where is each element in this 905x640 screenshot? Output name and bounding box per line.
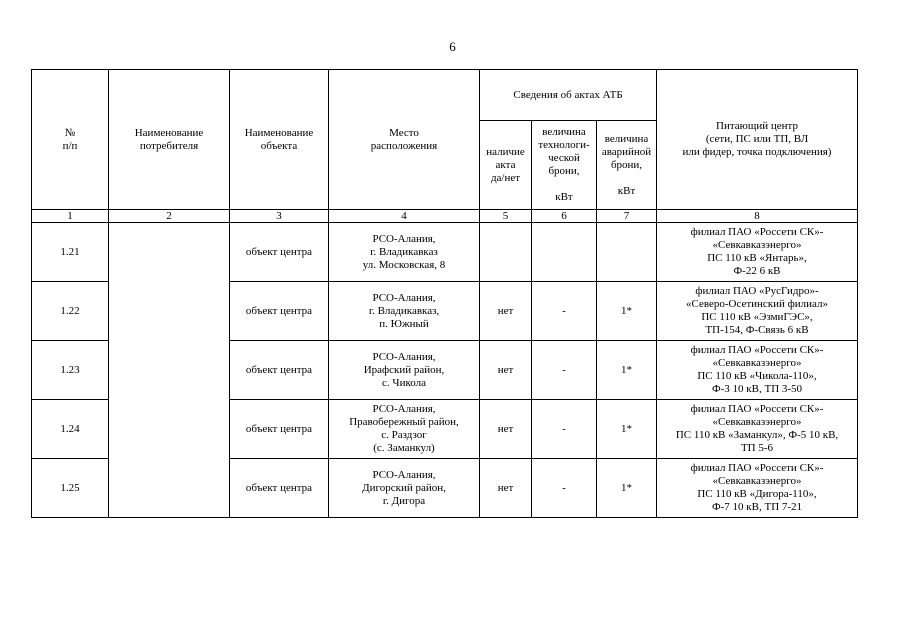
power-center: филиал ПАО «Россети СК»- «Севкавказэнерго» ПС 110 кВ «Заманкул», Ф-5 10 кВ, ТП 5-6: [657, 400, 858, 459]
column-number: 5: [480, 210, 532, 223]
header-col-consumer: Наименование потребителя: [109, 70, 230, 210]
act-presence: [480, 223, 532, 282]
location: РСО-Алания, Правобережный район, с. Раздзог (с. Заманкул): [329, 400, 480, 459]
emergency-reserve: 1*: [597, 459, 657, 518]
location: РСО-Алания, г. Владикавказ ул. Московская, 8: [329, 223, 480, 282]
header-col-object: Наименование объекта: [230, 70, 329, 210]
row-number: 1.25: [32, 459, 109, 518]
tech-reserve: -: [532, 459, 597, 518]
column-number: 6: [532, 210, 597, 223]
table-row: [32, 223, 858, 282]
tech-reserve: [532, 223, 597, 282]
column-number: 1: [32, 210, 109, 223]
column-number: 4: [329, 210, 480, 223]
power-center: филиал ПАО «Россети СК»- «Севкавказэнерго» ПС 110 кВ «Дигора-110», Ф-7 10 кВ, ТП 7-21: [657, 459, 858, 518]
object-name: объект центра: [230, 400, 329, 459]
column-number: 7: [597, 210, 657, 223]
act-presence: нет: [480, 400, 532, 459]
row-number: 1.24: [32, 400, 109, 459]
row-number: 1.21: [32, 223, 109, 282]
location: РСО-Алания, г. Владикавказ, п. Южный: [329, 282, 480, 341]
column-number: 2: [109, 210, 230, 223]
atb-table: [31, 69, 858, 518]
power-center: филиал ПАО «РусГидро»- «Северо-Осетинский филиал» ПС 110 кВ «ЭзмиГЭС», ТП-154, Ф-Связь 6 кВ: [657, 282, 858, 341]
header-col-num: № п/п: [32, 70, 109, 210]
location: РСО-Алания, Дигорский район, г. Дигора: [329, 459, 480, 518]
header-atb-group: Сведения об актах АТБ: [480, 70, 657, 121]
emergency-reserve: 1*: [597, 341, 657, 400]
emergency-reserve: [597, 223, 657, 282]
column-number-row: [32, 210, 858, 223]
row-number: 1.23: [32, 341, 109, 400]
consumer-cell: [109, 223, 230, 518]
tech-reserve: -: [532, 341, 597, 400]
column-number: 8: [657, 210, 858, 223]
tech-reserve: -: [532, 282, 597, 341]
object-name: объект центра: [230, 282, 329, 341]
emergency-reserve: 1*: [597, 282, 657, 341]
object-name: объект центра: [230, 459, 329, 518]
page-number: 6: [449, 39, 456, 54]
power-center: филиал ПАО «Россети СК»- «Севкавказэнерго» ПС 110 кВ «Янтарь», Ф-22 6 кВ: [657, 223, 858, 282]
header-row-top: [32, 70, 858, 121]
emergency-reserve: 1*: [597, 400, 657, 459]
location: РСО-Алания, Ирафский район, с. Чикола: [329, 341, 480, 400]
tech-reserve: -: [532, 400, 597, 459]
act-presence: нет: [480, 341, 532, 400]
header-col-power-center: Питающий центр (сети, ПС или ТП, ВЛ или фидер, точка подключения): [657, 70, 858, 210]
header-col-location: Место расположения: [329, 70, 480, 210]
row-number: 1.22: [32, 282, 109, 341]
act-presence: нет: [480, 282, 532, 341]
object-name: объект центра: [230, 341, 329, 400]
act-presence: нет: [480, 459, 532, 518]
header-col-emergency-reserve: величина аварийной брони, кВт: [597, 121, 657, 210]
column-number: 3: [230, 210, 329, 223]
power-center: филиал ПАО «Россети СК»- «Севкавказэнерго» ПС 110 кВ «Чикола-110», Ф-3 10 кВ, ТП 3-50: [657, 341, 858, 400]
object-name: объект центра: [230, 223, 329, 282]
header-col-tech-reserve: величина технологи- ческой брони, кВт: [532, 121, 597, 210]
header-col-act: наличие акта да/нет: [480, 121, 532, 210]
